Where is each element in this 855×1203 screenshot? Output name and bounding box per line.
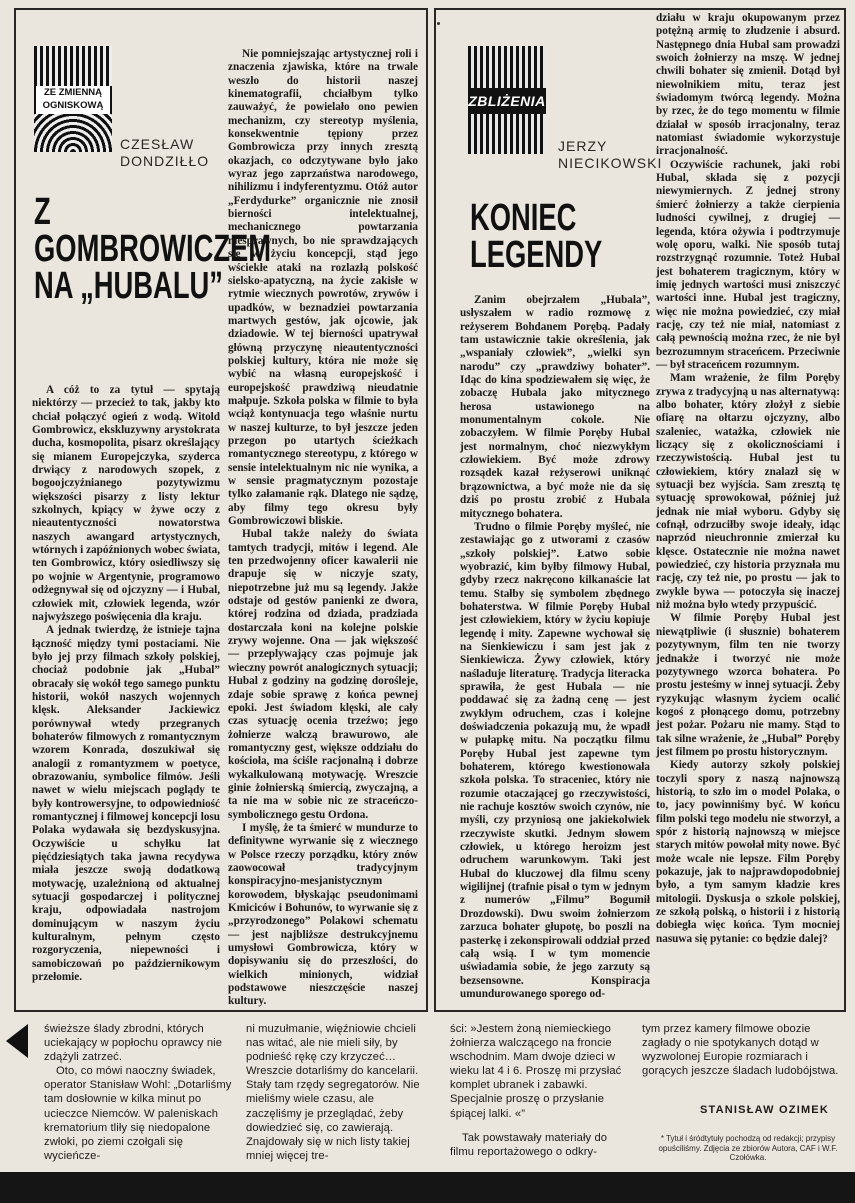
print-speck xyxy=(437,22,440,25)
page-frame xyxy=(14,8,846,1012)
continuation-arrow-icon xyxy=(6,1024,28,1058)
paragraph: I myślę, że ta śmierć w mundurze to definitywne wyrwanie się z wiecznego w Polsce rzeczy porządku, który znów zaowocował tradycyjnym konspiracyjno-mesjanistycznym korowodem, błyskając pseudonimami Kmiciców i Bohunów, to wyrwanie się z „przyrodzonego” Polakowi schematu — jest najbliższe destrukcyjnemu umysłowi Gombrowicza, który w dopisywaniu się do przeszłości, do wielkich minionych, widział podstawowe nieszczęście naszej kultury. xyxy=(228,821,418,1008)
bottom-bar xyxy=(0,1172,855,1203)
column-logo-zblizenia xyxy=(468,46,546,154)
logo-caption: ZBLIŻENIA xyxy=(468,88,546,114)
author-signature: STANISŁAW OZIMEK xyxy=(700,1104,829,1116)
logo-stripes xyxy=(34,46,112,86)
paragraph: tym przez kamery filmowe obozie zagłady o nie spotykanych dotąd w wyzwolonej Europie rozmiarach i gorących jeszcze śladach ludobójstwa. xyxy=(642,1023,839,1078)
paragraph: ni muzułmanie, więźniowie chcieli nas witać, ale nie mieli siły, by podnieść rękę czy krzyczeć… Wreszcie dotarliśmy do kancelarii. Stały tam rzędy segregatorów. Nie mieliśmy wiele czasu, ale zaczęliśmy je przeglądać, żeby dowiedzieć się, co zawierają. Znajdowały się w nich listy takiej mniej więcej tre- xyxy=(246,1023,420,1162)
paragraph: Hubal także należy do świata tamtych tradycji, mitów i legend. Ale ten przedwojenny oficer kawalerii nie drapuje się w niczyje szaty, niepotrzebne już mu są legendy. Jakże odstaje od gestów panienki ze dwora, której rodzina od dziada, pradziada dostarczała koni na kolejne polskie zrywy wojenne. Ona — jak większość — przeplywający czas pojmuje jak wieczny powrót analogicznych sytuacji; Hubal z godziny na godzinę dorośleje, zdaje sobie sprawę z końca pewnej epoki. Jest świadom klęski, ale cały czas sytuację ocenia trzeźwo; jego żołnierze walczą brawurowo, ale romantyczny gest, większe oddziału do kościoła, ma ściśle racjonalną i dobrze wykalkulowaną motywację. Wreszcie ginie żołnierską śmiercią, zwyczajną, a ta nie ma w sobie nic ze straceńczo-symbolicznego gestu Ordona. xyxy=(228,528,418,821)
paragraph: W filmie Poręby Hubal jest niewątpliwie (i słusznie) bohaterem pozytywnym, film ten nie tworzy jednakże i tworzyć nie może pozytywnego wzorca bohatera. Po prostu jesteśmy w innej sytuacji. Żeby ryzykując własnym życiem ocalić kogoś z płonącego domu, potrzebny jest pożar. Pożaru nie mamy. Stąd to tak silne wrażenie, że „Hubal” Poręby jest filmem po prostu historycznym. xyxy=(656,612,840,758)
left-article xyxy=(14,8,428,1012)
paragraph: Zanim obejrzałem „Hubala”, usłyszałem w radio rozmowę z reżyserem Bohdanem Porębą. Padały tam ustawicznie takie określenia, jak „wspaniały człowiek”, „wielki syn narodu” czy „prawdziwy bohater”. Idąc do kina spodziewałem się więc, że zobaczę Hubala jako mitycznego herosa ustawionego na monumentalnym cokole. Nie zobaczyłem. W filmie Poręby Hubal jest normalnym, choć niezwykłym człowiekiem. Być może zdrowy rozsądek kazał reżyserowi uniknąć brązownictwa, a być może nie da się dziś po prostu zrobić z Hubala mitycznego bohatera. xyxy=(460,294,650,520)
logo-rings xyxy=(34,114,112,152)
body-column-a xyxy=(32,384,220,984)
lower-column-1 xyxy=(44,1022,232,1163)
footnote: * Tytuł i śródtytuły pochodzą od redakcji; przypisy opuściliśmy. Zdjęcia ze zbiorów Autora, CAF i W.F. Czołówka. xyxy=(658,1134,838,1163)
lower-column-2 xyxy=(246,1022,432,1163)
paragraph: działu w kraju okupowanym przez potężną armię to złudzenie i absurd. Następnego dnia Hubal sam prowadzi swoich żołnierzy na mszę. W jednej chwili bohater się zmienił. Dotąd był niewolnikiem mitu, teraz jest świadomym twórcą legendy. Można by rzec, że do tego momentu w filmie działał w sposób irracjonalny, teraz natomiast świadomie wykorzystuje irracjonalność. xyxy=(656,12,840,158)
article-headline: KONIEC LEGENDY xyxy=(470,197,603,276)
paragraph: A cóż to za tytuł — spytają niektórzy — przecież to tak, jakby kto chciał połączyć ogień z wodą. Witold Gombrowicz, ekskluzywny arystokrata ducha, kosmopolita, pisarz określający się mianem Europejczyka, szyderca drwiący z narodowych szopek, z bogoojczyźnianego pozytywizmu większości pisarzy z listy lektur szkolnych, kpiący w żywe oczy z nieautentyczności nowatorstwa naszych awangard artystycznych, wtórnych i zapóźnionych wobec świata, ten Gombrowicz, który osiedliwszy się po wojnie w Argentynie, programowo odżegnywał się od ojczyzny — i Hubal, człowiek mit, człowiek legenda, wzór najwyższego poświęcenia dla kraju. xyxy=(32,384,221,623)
paragraph: Mam wrażenie, że film Poręby zrywa z tradycyjną u nas alternatywą: albo bohater, który złożył z siebie ofiarę na ołtarzu ojczyzny, albo szaleniec, watażka, człowiek nie liczący się z okolicznościami i rzeczywistością. Hubal jest tu człowiekiem, który znalazł się w sytuacji bez wyjścia. Sam zresztą tę sytuację sprowokował, później już jednak nie miał wyboru. Gdyby się cofnął, odrzuciłby swoje ideały, idąc naprzód nieuchronnie zmierzał ku klęsce. Ostatecznie nie można nawet powiedzieć, czy historia przyznała mu rację, czy też nie, po prostu — jak to zwykle bywa — potoczyła się inaczej niż można było wtedy przypuścić. xyxy=(656,372,840,612)
lower-column-4 xyxy=(642,1022,842,1078)
paragraph: ści: »Jestem żoną niemieckiego żołnierza walczącego na froncie wschodnim. Mam dwoje dzieci w wieku lat 4 i 6. Proszę mi przysłać komplet ubranek i zabawki. Specjalnie proszę o przysłanie śpiącej lalki. «” xyxy=(450,1023,622,1120)
author-name: JERZY NIECIKOWSKI xyxy=(558,138,663,171)
lower-column-3 xyxy=(450,1022,632,1159)
paragraph: Trudno o filmie Poręby myśleć, nie zestawiając go z utworami z czasów „szkoły polskiej”. Łatwo sobie wyobrazić, kim byłby filmowy Hubal, gdyby rzecz nakręcono kilkanaście lat temu. Stałby się symbolem zbędnego bohaterstwa. W filmie Poręby Hubal jest człowiekiem, który w życiu kopiuje legendę i mity. Zapewne wychował się na Sienkiewiczu i sam jest jak z Sienkiewicza. Żywy człowiek, który naśladuje literaturę. Tradycja literacka sprawiła, że gest Hubala — nie poddawać się za żadną cenę — jest zwykłym odruchem, czas i kolejne doświadczenia pokazują mu, że wpadł w pułapkę mitu. Na początku filmu Poręby Hubal jest zapewne tym bohaterem, którego kwestionowała szkoła polska. To straceniec, który nie rozumie otaczającej go rzeczywistości, nie rachuje kosztów swoich czynów, nie myśli, czy przyniosą one jakiekolwiek rzeczywiste skutki. Jednym słowem człowiek, u którego heroizm jest odruchem warunkowym. Taki jest Hubal do kluczowej dla filmu sceny wigilijnej (trafnie pisał o tym w jednym z numerów „Filmu” Bogumił Drozdowski). Dwu swoim żołnierzom zarzuca bohater głupotę, bo poszli na pasterkę i zekonspirowali oddział przed całą wsią. I w tym momencie uświadamia sobie, że jego zarzuty są bezsensowne. Konspiracja umundurowanego sporego od- xyxy=(460,520,650,1000)
paragraph: A jednak twierdzę, że istnieje tajna łączność między tymi postaciami. Nie było jej przy filmach szkoły polskiej, chociaż podobnie jak „Hubal” obracały się wokół tego samego punktu historii, wokół naszych wojennych klęsk. Aleksander Jackiewicz porównywał wtedy przegranych bohaterów filmowych z romantycznym wzorem Konrada, doszukiwał się analogii z romantyzmem w poetyce, obrazowaniu, symbolice filmów. Jeśli nawet w wielu miejscach poglądy te były kontrowersyjne, to odpowiedniość romantycznej i filmowej koncepcji losu Polaka wydawała się bezdyskusyjna. Oczywiście u schyłku lat pięćdziesiątych taka jawna recydywa miała jeszcze swoją dodatkową motywację, uzależnioną od aktualnej sytuacji gospodarczej i politycznej kraju, odpowiadała nastrojom dominującym w naszym życiu kulturalnym, pełnym często rozgoryczenia, niepewności i samobiczowań po październikowym przełomie. xyxy=(32,624,220,984)
article-headline: Z GOMBROWICZEM NA „HUBALU” xyxy=(34,191,272,307)
column-logo-ze-zmienna-ogniskowa xyxy=(34,46,112,152)
right-article xyxy=(434,8,846,1012)
body-column-b xyxy=(228,48,418,1009)
body-column-a xyxy=(460,294,650,1001)
author-name: CZESŁAW DONDZIŁŁO xyxy=(120,136,210,169)
logo-caption: ZE ZMIENNĄ OGNISKOWĄ xyxy=(36,86,110,114)
body-column-b xyxy=(656,12,840,946)
paragraph: Oczywiście rachunek, jaki robi Hubal, składa się z pozycji niewymiernych. Z jednej strony śmierć żołnierzy a także cierpienia ludności cywilnej, z drugiej — legenda, która ożywia i podtrzymuje wolę oporu, walki. Nie sposób tutaj rozstrzygnąć rozumnie. Toteż Hubal jest bohaterem tragicznym, który w imię jednych wartości musi zniszczyć wartości inne. Hubal jest tragiczny, więc nie można powiedzieć, czy miał rację, czy też nie miał, natomiast z całą pewnością można rzec, że nie był bezrozumnym straceńcem. Przeciwnie — był straceńcem rozumnym. xyxy=(656,158,840,371)
paragraph: świeższe ślady zbrodni, których uciekający w popłochu oprawcy nie zdążyli zatrzeć. xyxy=(44,1023,223,1064)
paragraph: Nie pomniejszając artystycznej roli i znaczenia zjawiska, które na trwale weszło do historii naszej kinematografii, chciałbym tylko zauważyć, że powielało ono pewien mechanizm, czy stereotyp myślenia, konsekwentnie tępiony przez Gombrowicza przy innych zresztą okazjach, co odczytywane było jako wyraz jego zaprzaństwa narodowego, nihilizmu i indyferentyzmu. Otóż autor „Ferdydurke” organicznie nie znosił bierności intelektualnej, mechanicznego powtarzania niesprawnych, bo nie sprawdzających się w życiu koncepcji, stąd jego wściekłe ataki na rozlazłą polskość sielsko-apatyczną, na życie zakisłe w rytmie wiecznych powrotów, zrywów i upadków, w beznadziei powtarzania martwych gestów, jak ojcowie, jak dziadowie. W tej bierności upatrywał główną przyczynę nieautentyczności polskiej kultury, która nie może się wybić na własną europejskość i europejskość prawdziwą nieudatnie małpuje. Szkoła polska w filmie to była wciąż kontynuacja tego właśnie nurtu w naszej kulturze, to był jeszcze jeden przegon po utartych ścieżkach romantycznego stereotypu, z którego w sensie intelektualnym nic nie wynika, a w sensie pragmatycznym pozostaje tylko załamanie rąk. Dlatego nie sądzę, aby filmy tego okresu były Gombrowiczowi bliskie. xyxy=(228,48,418,528)
paragraph: Kiedy autorzy szkoły polskiej toczyli spory z naszą najnowszą historią, to szło im o model Polaka, o to, jacy powinniśmy być. W końcu film polski tego modelu nie stworzył, a spór z historią najnowszą w miejsce starych mitów powołał mity nowe. Być może wcale nie lepsze. Film Poręby pokazuje, jak to najprawdopodobniej było, a tym samym kładzie kres mitologii. Dyskusja o szkole polskiej, ze szkołą polską, o historii i z historią dobiegła więc końca. Tym mocniej nasuwa się pytanie: co będzie dalej? xyxy=(656,759,840,945)
paragraph: Tak powstawały materiały do filmu reportażowego o odkry- xyxy=(450,1131,608,1158)
paragraph: Oto, co mówi naoczny świadek, operator Stanisław Wohl: „Dotarliśmy tam dosłownie w kilka minut po ucieczce Niemców. W paleniskach krematorium tliły się niedopalone zwłoki, po ziemi czołgali się wycieńcze- xyxy=(44,1065,232,1162)
